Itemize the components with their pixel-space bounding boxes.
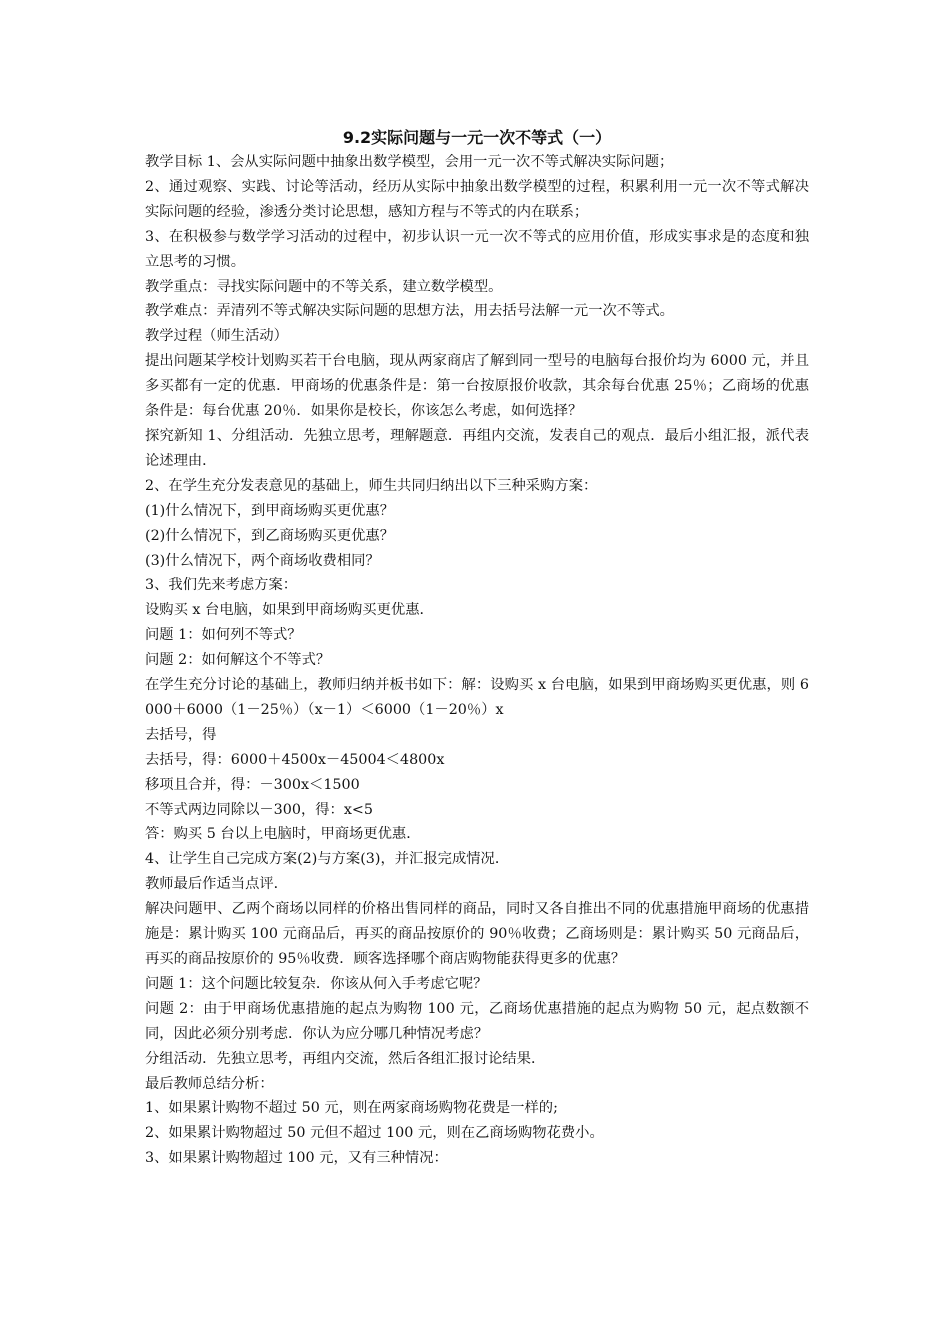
paragraph: 教学过程（师生活动） <box>145 328 288 345</box>
paragraph: 教学重点：寻找实际问题中的不等关系，建立数学模型。 <box>145 278 503 295</box>
paragraph: 教学目标 1、会从实际问题中抽象出数学模型，会用一元一次不等式解决实际问题； <box>145 154 674 170</box>
paragraph: 解决问题甲、乙两个商场以同样的价格出售同样的商品，同时又各自推出不同的优惠措施甲商场的优惠措施是：累计购买 100 元商品后，再买的商品按原价的 90％收费；乙商场则是：累计购买 50 元商品后，再买的商品按原价的 95％收费．顾客选择哪个商店购物能获得更多的优惠？ <box>145 901 809 967</box>
paragraph: 探究新知 1、分组活动．先独立思考，理解题意．再组内交流，发表自己的观点．最后小组汇报，派代表论述理由． <box>145 427 809 469</box>
paragraph: 1、如果累计购物不超过 50 元，则在两家商场购物花费是一样的; <box>145 1100 558 1117</box>
paragraph: 教学难点：弄清列不等式解决实际问题的思想方法，用去括号法解一元一次不等式。 <box>145 303 674 320</box>
paragraph: 问题 2：如何解这个不等式？ <box>145 652 331 669</box>
document-body <box>145 150 809 1171</box>
paragraph: 答：购买 5 台以上电脑时，甲商场更优惠． <box>145 826 421 843</box>
paragraph: 移项且合并，得：－300x＜1500 <box>145 776 360 793</box>
paragraph: 2、通过观察、实践、讨论等活动，经历从实际中抽象出数学模型的过程，积累利用一元一次不等式解决实际问题的经验，渗透分类讨论思想，感知方程与不等式的内在联系； <box>145 178 809 220</box>
paragraph: (1)什么情况下，到甲商场购买更优惠？ <box>145 502 394 519</box>
paragraph: 4、让学生自己完成方案(2)与方案(3)，并汇报完成情况． <box>145 851 510 868</box>
paragraph: 2、如果累计购物超过 50 元但不超过 100 元，则在乙商场购物花费小。 <box>145 1125 604 1142</box>
document-title: 9.2实际问题与一元一次不等式（一） <box>342 128 612 147</box>
paragraph: 2、在学生充分发表意见的基础上，师生共同归纳出以下三种采购方案： <box>145 477 598 494</box>
paragraph: 问题 2：由于甲商场优惠措施的起点为购物 100 元，乙商场优惠措施的起点为购物 50 元，起点数额不同，因此必须分别考虑．你认为应分哪几种情况考虑？ <box>145 1000 809 1042</box>
document-page <box>145 120 809 1171</box>
paragraph: 不等式两边同除以－300，得：x<5 <box>145 801 373 818</box>
paragraph: (2)什么情况下，到乙商场购买更优惠？ <box>145 527 394 544</box>
paragraph: 问题 1：这个问题比较复杂．你该从何入手考虑它呢？ <box>145 975 488 992</box>
paragraph: 最后教师总结分析： <box>145 1075 274 1092</box>
paragraph: 问题 1：如何列不等式？ <box>145 627 302 644</box>
paragraph: 提出问题某学校计划购买若干台电脑，现从两家商店了解到同一型号的电脑每台报价均为 6000 元，并且多买都有一定的优惠．甲商场的优惠条件是：第一台按原报价收款，其余每台优惠 25％；乙商场的优惠条件是：每台优惠 20％．如果你是校长，你该怎么考虑，如何选择？ <box>145 353 809 420</box>
paragraph: 教师最后作适当点评． <box>145 876 288 893</box>
paragraph: 去括号，得：6000＋4500x－45004＜4800x <box>145 751 445 768</box>
paragraph: 去括号，得 <box>145 726 217 743</box>
paragraph: 3、如果累计购物超过 100 元，又有三种情况： <box>145 1150 448 1167</box>
paragraph: 分组活动．先独立思考，再组内交流，然后各组汇报讨论结果． <box>145 1050 546 1067</box>
paragraph: (3)什么情况下，两个商场收费相同？ <box>145 552 380 569</box>
paragraph: 设购买 x 台电脑，如果到甲商场购买更优惠． <box>145 602 434 619</box>
paragraph: 3、我们先来考虑方案： <box>145 577 298 594</box>
paragraph: 3、在积极参与数学学习活动的过程中，初步认识一元一次不等式的应用价值，形成实事求是的态度和独立思考的习惯。 <box>145 228 809 270</box>
paragraph: 在学生充分讨论的基础上，教师归纳并板书如下：解：设购买 x 台电脑，如果到甲商场购买更优惠，则 6000＋6000（1－25％）（x－1）＜6000（1－20％）x <box>145 677 809 718</box>
